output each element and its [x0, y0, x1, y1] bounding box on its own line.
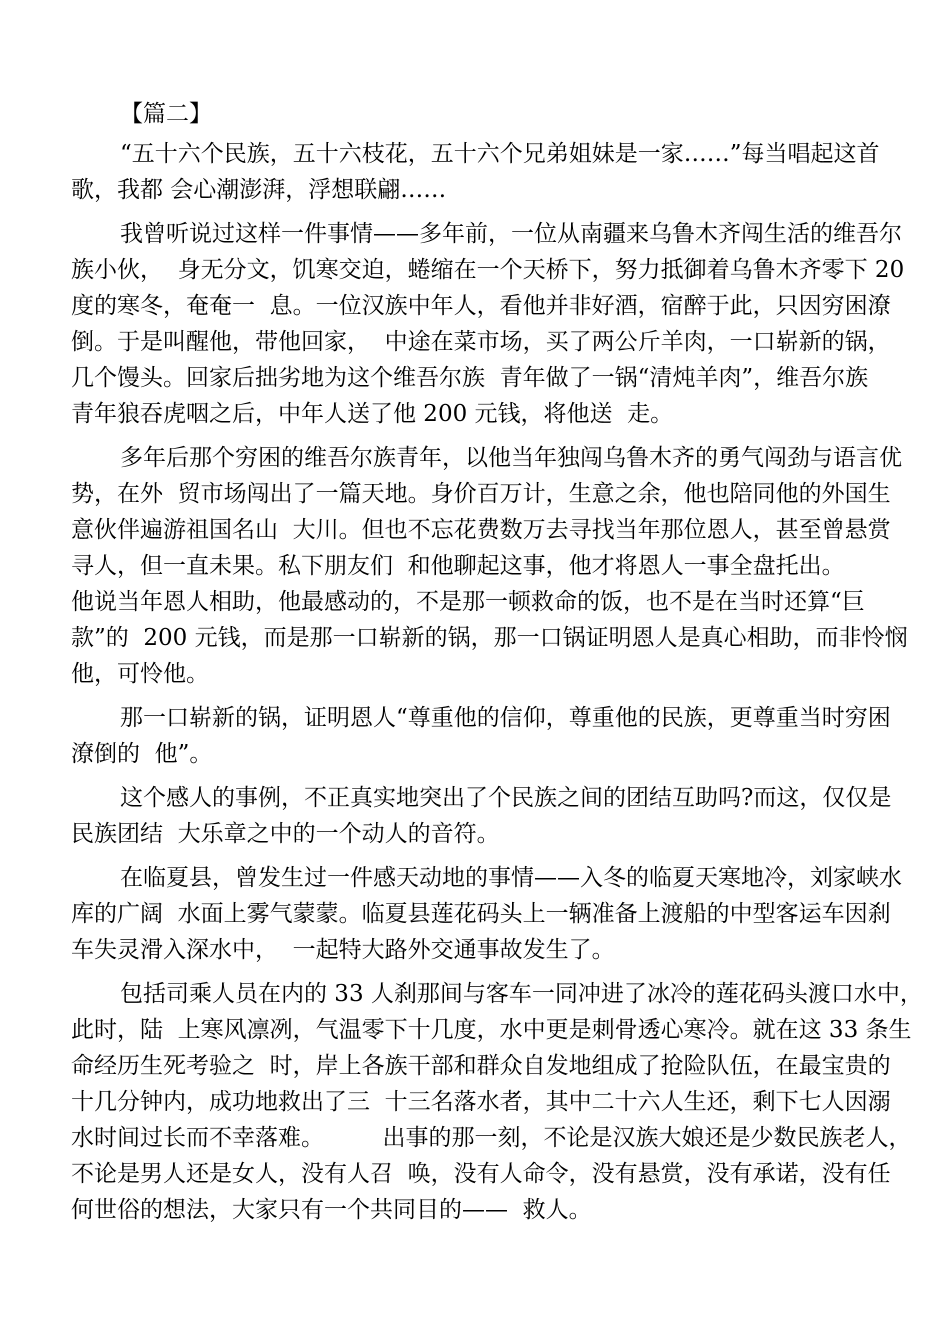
text-line: 这个感人的事例，不正真实地突出了个民族之间的团结互助吗?而这，仅仅是	[120, 785, 892, 811]
text-line: 在临夏县，曾发生过一件感天动地的事情——入冬的临夏天寒地冷，刘家峡水	[120, 865, 902, 891]
text-line: 他说当年恩人相助，他最感动的，不是那一顿救命的饭，也不是在当时还算“巨	[71, 589, 865, 615]
text-line: 倒。于是叫醒他，带他回家， 中途在菜市场，买了两公斤羊肉，一口崭新的锅，	[71, 329, 891, 355]
text-line: 青年狼吞虎咽之后，中年人送了他 200 元钱，将他送 走。	[71, 401, 674, 427]
text-line: 几个馒头。回家后拙劣地为这个维吾尔族 青年做了一锅“清炖羊肉”，维吾尔族	[71, 365, 869, 391]
text-line: 寻人，但一直未果。私下朋友们 和他聊起这事，他才将恩人一事全盘托出。	[71, 553, 845, 579]
text-line: 此时，陆 上寒风凛冽，气温零下十几度，水中更是刺骨透心寒冷。就在这 33 条生	[71, 1017, 912, 1043]
text-line: 命经历生死考验之 时，岸上各族干部和群众自发地组成了抢险队伍，在最宝贵的	[71, 1053, 891, 1079]
text-line: 他，可怜他。	[71, 661, 209, 687]
text-line: 族小伙， 身无分文，饥寒交迫，蜷缩在一个天桥下，努力抵御着乌鲁木齐零下 20	[71, 257, 905, 283]
text-line: 多年后那个穷困的维吾尔族青年，以他当年独闯乌鲁木齐的勇气闯劲与语言优	[120, 445, 902, 471]
text-line: “五十六个民族，五十六枝花，五十六个兄弟姐妹是一家……”每当唱起这首	[120, 141, 880, 167]
text-line: 库的广阔 水面上雾气蒙蒙。临夏县莲花码头上一辆准备上渡船的中型客运车因刹	[71, 901, 891, 927]
text-line: 不论是男人还是女人，没有人召 唤，没有人命令，没有悬赏，没有承诺，没有任	[71, 1161, 891, 1187]
section-heading: 【篇二】	[120, 101, 212, 127]
text-line: 意伙伴遍游祖国名山 大川。但也不忘花费数万去寻找当年那位恩人，甚至曾悬赏	[71, 517, 891, 543]
text-line: 度的寒冬，奄奄一 息。一位汉族中年人，看他并非好酒，宿醉于此，只因穷困潦	[71, 293, 891, 319]
text-line: 我曾听说过这样一件事情——多年前，一位从南疆来乌鲁木齐闯生活的维吾尔	[120, 221, 902, 247]
text-line: 潦倒的 他”。	[71, 741, 213, 767]
text-line: 那一口崭新的锅，证明恩人“尊重他的信仰，尊重他的民族，更尊重当时穷困	[120, 705, 891, 731]
text-line: 水时间过长而不幸落难。 出事的那一刻，不论是汉族大娘还是少数民族老人，	[71, 1125, 912, 1151]
text-line: 何世俗的想法，大家只有一个共同目的—— 救人。	[71, 1197, 592, 1223]
text-line: 包括司乘人员在内的 33 人刹那间与客车一同冲进了冰冷的莲花码头渡口水中，	[120, 981, 923, 1007]
text-line: 民族团结 大乐章之中的一个动人的音符。	[71, 821, 500, 847]
text-line: 车失灵滑入深水中， 一起特大路外交通事故发生了。	[71, 937, 615, 963]
text-line: 势，在外 贸市场闯出了一篇天地。身价百万计，生意之余，他也陪同他的外国生	[71, 481, 891, 507]
text-line: 歌，我都 会心潮澎湃，浮想联翩……	[71, 177, 447, 203]
text-line: 款”的 200 元钱，而是那一口崭新的锅，那一口锅证明恩人是真心相助，而非怜悯	[71, 625, 908, 651]
text-line: 十几分钟内，成功地救出了三 十三名落水者，其中二十六人生还，剩下七人因溺	[71, 1089, 891, 1115]
